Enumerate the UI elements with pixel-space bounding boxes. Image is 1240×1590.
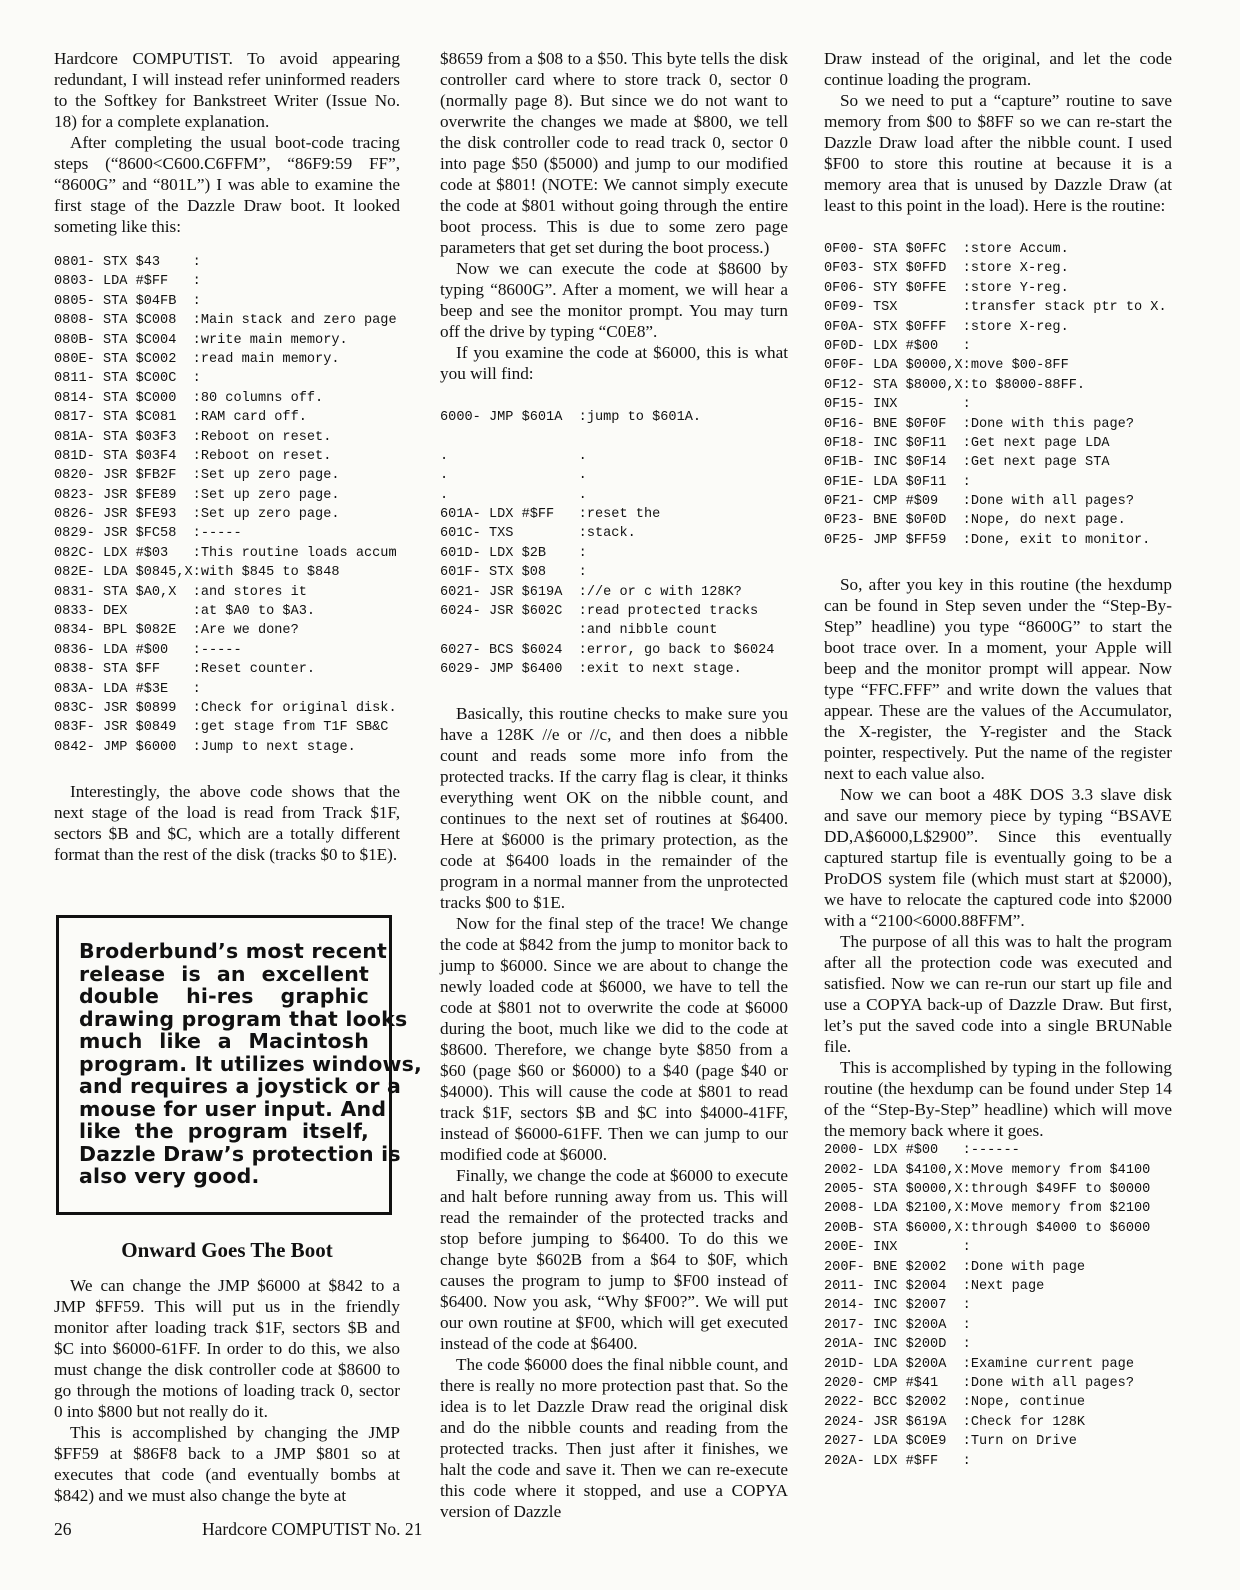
code-line: 0811- STA $C00C : [54,371,201,387]
code-line: 0831- STA $A0,X :and stores it [54,584,307,600]
code-line: 080E- STA $C002 :read main memory. [54,351,340,367]
code-line: 0F23- BNE $0F0D :Nope, do next page. [824,513,1126,529]
code-line: 0823- JSR $FE89 :Set up zero page. [54,487,340,503]
callout-line: drawing program that looks [79,1006,408,1031]
paragraph: $8659 from a $08 to a $50. This byte tells the disk controller card where to store track 0, sector 0 (normally page 8). But since we do not want to overwrite the changes we made at $800, we tell the disk controller code to read track 0, sector 0 into page $50 ($5000) and jump to our modified code at $801! (NOTE: We cannot simply execute the code at $801 without going through the entire boot process. This is due to some zero page parameters that get set during the boot process.) [440,49,788,257]
code-line: 0834- BPL $082E :Are we done? [54,623,299,639]
code-line: 082E- LDA $0845,X:with $845 to $848 [54,565,340,581]
callout-line: much like a Macintosh [79,1029,369,1053]
sidebar-callout-box [56,915,423,1215]
callout-line: and requires a joystick or a [79,1074,402,1098]
code-line: 200B- STA $6000,X:through $4000 to $6000 [824,1220,1151,1236]
paragraph: Finally, we change the code at $6000 to execute and halt before running away from us. This will read the remainder of the protected tracks and stop before jumping to $6400. To do this we change byte $602B from a $64 to $0F, which causes the program to jump to $F00 instead of $6400. Now you ask, “Why $F00?”. We will put our own routine at $F00, which will get executed instead of the code at $6400. [440,1166,788,1354]
code-line: 0801- STX $43 : [54,255,201,270]
code-line: 0F0F- LDA $0000,X:move $00-8FF [824,358,1069,374]
code-line: 0803- LDA #$FF : [54,274,201,290]
column-right [824,48,1172,1471]
code-line: 6021- JSR $619A ://e or c with 128K? [440,584,742,600]
code-line: 0F06- STY $0FFE :store Y-reg. [824,280,1069,296]
code-line: 0826- JSR $FE93 :Set up zero page. [54,507,340,523]
paragraph: This is accomplished by typing in the following routine (the hexdump can be found under Step 14 of the “Step-By-Step” headline) which will move the memory back where it goes. [824,1058,1172,1141]
callout-line: Broderbund’s most recent [79,939,388,963]
column-left-lower [54,1238,400,1506]
code-line: 081A- STA $03F3 :Reboot on reset. [54,429,332,445]
code-line: 0F1B- INC $0F14 :Get next page STA [824,455,1110,471]
paragraph: Basically, this routine checks to make sure you have a 128K //e or //c, and then does a nibble count and reads some more info from the protected tracks. If the carry flag is clear, it thinks everything went OK on the nibble count, and continues to the next set of routines at $6400. Here at $6000 is the primary protection, as the code at $6400 loads in the remainder of the program in a normal manner from the unprotected tracks $00 to $1E. [440,704,788,913]
code-line: 083F- JSR $0849 :get stage from T1F SB&C [54,720,389,736]
code-line: 200F- BNE $2002 :Done with page [824,1259,1086,1275]
code-line: 0842- JMP $6000 :Jump to next stage. [54,739,356,755]
column-middle [440,48,788,1522]
code-line: 083A- LDA #$3E : [54,681,201,697]
code-line: . . [440,448,587,464]
code-listing-boot-stage [54,253,400,757]
paragraph: The code $6000 does the final nibble count, and there is really no more protection past that. So the idea is to let Dazzle Draw read the original disk and do the nibble counts and reading from the protected tracks. Then just after it finishes, we halt the code and save it. Then we can re-execute this code where it stopped, and use a COPYA version of Dazzle [440,1355,788,1522]
paragraph: The purpose of all this was to halt the program after all the protection code was executed and satisfied. Now we can re-run our start up file and use a COPYA back-up of Dazzle Draw. But first, let’s put the saved code into a single BRUNable file. [824,932,1172,1057]
section-heading: Onward Goes The Boot [121,1238,333,1262]
code-line: . . [440,487,587,503]
callout-line: program. It utilizes windows, [79,1051,423,1076]
code-line: 0833- DEX :at $A0 to $A3. [54,604,316,620]
code-line: 601D- LDX $2B : [440,545,587,561]
code-line [440,427,788,446]
code-line: 201A- INC $200D : [824,1337,971,1353]
callout-line: like the program itself, [79,1119,369,1143]
code-line: 0F16- BNE $0F0F :Done with this page? [824,416,1134,432]
code-line: 0F25- JMP $FF59 :Done, exit to monitor. [824,532,1151,548]
code-line: 0805- STA $04FB : [54,293,201,309]
paragraph: Hardcore COMPUTIST. To avoid appearing redundant, I will instead refer uninformed readers to the Softkey for Bankstreet Writer (Issue No. 18) for a complete explanation. [54,49,400,131]
code-listing-move-routine [824,1141,1172,1471]
code-line: 2024- JSR $619A :Check for 128K [824,1414,1086,1430]
code-line: 0817- STA $C081 :RAM card off. [54,410,307,426]
paragraph: We can change the JMP $6000 at $842 to a JMP $FF59. This will put us in the friendly monitor after loading track $1F, sectors $B and $C into $6000-61FF. In order to do this, we also must change the disk controller code at $8600 to go through the motions of loading track 0, sector 0 into $800 but not really do it. [54,1276,400,1421]
code-line: 0F03- STX $0FFD :store X-reg. [824,261,1069,277]
code-line: 081D- STA $03F4 :Reboot on reset. [54,448,332,464]
paragraph: If you examine the code at $6000, this is what you will find: [440,343,788,383]
code-line: 6029- JMP $6400 :exit to next stage. [440,662,742,678]
code-line: 2017- INC $200A : [824,1317,971,1333]
code-line: 200E- INX : [824,1240,971,1256]
code-line: 0814- STA $C000 :80 columns off. [54,390,324,406]
paragraph: So, after you key in this routine (the hexdump can be found in Step seven under the “Step-By-Step” headline) you type “8600G” to start the boot trace over. In a moment, your Apple will beep and the monitor prompt will appear. Now type “FFC.FFF” and write down the values that appear. These are the values of the Accumulator, the X-register, the Y-register and the Stack pointer, respectively. Put the name of the register next to each value also. [824,575,1172,784]
code-line: 2011- INC $2004 :Next page [824,1278,1045,1294]
code-line: 0F09- TSX :transfer stack ptr to X. [824,300,1167,316]
code-line: 0F0D- LDX #$00 : [824,338,971,354]
code-line: :and nibble count [440,623,718,639]
paragraph: Now we can boot a 48K DOS 3.3 slave disk and save our memory piece by typing “BSAVE DD,A$6000,L$2900”. Since this eventually captured startup file is eventually going to be a ProDOS system file (which must start at $2000), we have to relocate the captured code into $2000 with a “2100<6000.88FFM”. [824,785,1172,931]
code-line: 080B- STA $C004 :write main memory. [54,332,348,348]
code-line: . . [440,468,587,484]
paragraph: Now we can execute the code at $8600 by typing “8600G”. After a moment, we will hear a beep and see the monitor prompt. You may turn off the drive by typing “C0E8”. [440,259,788,341]
page-number: 26 [54,1519,72,1539]
code-line: 2005- STA $0000,X:through $49FF to $0000 [824,1182,1151,1198]
code-line: 601F- STX $08 : [440,565,587,581]
code-line: 0838- STA $FF :Reset counter. [54,662,316,678]
code-line: 6024- JSR $602C :read protected tracks [440,603,759,619]
callout-line: double hi-res graphic [79,984,369,1008]
code-line: 2020- CMP #$41 :Done with all pages? [824,1375,1134,1391]
code-line: 0F18- INC $0F11 :Get next page LDA [824,435,1110,451]
code-listing-protection [440,408,788,679]
callout-line: also very good. [79,1164,260,1188]
column-left [54,48,400,865]
code-line: 0808- STA $C008 :Main stack and zero page [54,313,397,329]
code-line: 083C- JSR $0899 :Check for original disk. [54,700,397,716]
callout-text [79,939,423,1188]
code-line: 6000- JMP $601A :jump to $601A. [440,410,702,425]
code-line: 0F1E- LDA $0F11 : [824,474,971,490]
code-line: 2002- LDA $4100,X:Move memory from $4100 [824,1162,1151,1178]
paragraph: Interestingly, the above code shows that the next stage of the load is read from Track $1F, sectors $B and $C, which are a totally different format than the rest of the disk (tracks $0 to $1E). [54,782,400,865]
code-line: 202A- LDX #$FF : [824,1453,971,1469]
code-line: 2027- LDA $C0E9 :Turn on Drive [824,1434,1077,1450]
code-line: 2022- BCC $2002 :Nope, continue [824,1395,1086,1411]
callout-line: release is an excellent [79,961,369,986]
code-line: 2008- LDA $2100,X:Move memory from $2100 [824,1201,1151,1217]
code-line: 2014- INC $2007 : [824,1298,971,1314]
callout-line: mouse for user input. And [79,1096,387,1121]
code-line: 601A- LDX #$FF :reset the [440,506,661,522]
page-footer [54,1519,422,1540]
publication-title: Hardcore COMPUTIST No. 21 [202,1519,423,1539]
code-line: 0F21- CMP #$09 :Done with all pages? [824,494,1134,510]
code-line: 601C- TXS :stack. [440,526,636,542]
paragraph: So we need to put a “capture” routine to save memory from $00 to $8FF so we can re-start the Dazzle Draw load after the nibble count. I used $F00 to store this routine at because it is a memory area that is unused by Dazzle Draw (at least to this point in the load). Here is the routine: [824,91,1172,215]
paragraph: Draw instead of the original, and let the code continue loading the program. [824,49,1172,89]
code-line: 0F12- STA $8000,X:to $8000-88FF. [824,377,1086,393]
code-listing-capture-routine [824,240,1172,550]
code-line: 082C- LDX #$03 :This routine loads accum [54,545,397,561]
code-line: 0F15- INX : [824,397,971,413]
paragraph: After completing the usual boot-code tracing steps (“8600<C600.C6FFM”, “86F9:59 FF”, “8600G” and “801L”) I was able to examine the first stage of the Dazzle Draw boot. It looked someting like this: [54,133,400,236]
code-line: 6027- BCS $6024 :error, go back to $6024 [440,642,775,658]
code-line: 0820- JSR $FB2F :Set up zero page. [54,468,340,484]
code-line: 2000- LDX #$00 :------ [824,1143,1020,1159]
code-line: 201D- LDA $200A :Examine current page [824,1356,1134,1372]
callout-line: Dazzle Draw’s protection is [79,1141,401,1166]
paragraph: Now for the final step of the trace! We change the code at $842 from the jump to monitor back to jump to $6000. Since we are about to change the newly loaded code at $6000, we have to tell the code at $801 not to overwrite the code at $6000 during the boot, much like we did to the code at $8600. Therefore, we change byte $850 from a $60 (page $60 or $6000) to a $40 (page $40 or $4000). This will cause the code at $801 to read track $1F, sectors $B and $C into $4000-41FF, instead of $6000-61FF. Then we can jump to our modified code at $6000. [440,914,788,1165]
code-line: 0F0A- STX $0FFF :store X-reg. [824,319,1069,335]
code-line: 0836- LDA #$00 :----- [54,642,242,658]
code-line: 0829- JSR $FC58 :----- [54,526,242,542]
code-line: 0F00- STA $0FFC :store Accum. [824,242,1069,257]
paragraph: This is accomplished by changing the JMP $FF59 at $86F8 back to a JMP $801 so at executes that code (and eventually bombs at $842) and we must also change the byte at [54,1423,400,1505]
